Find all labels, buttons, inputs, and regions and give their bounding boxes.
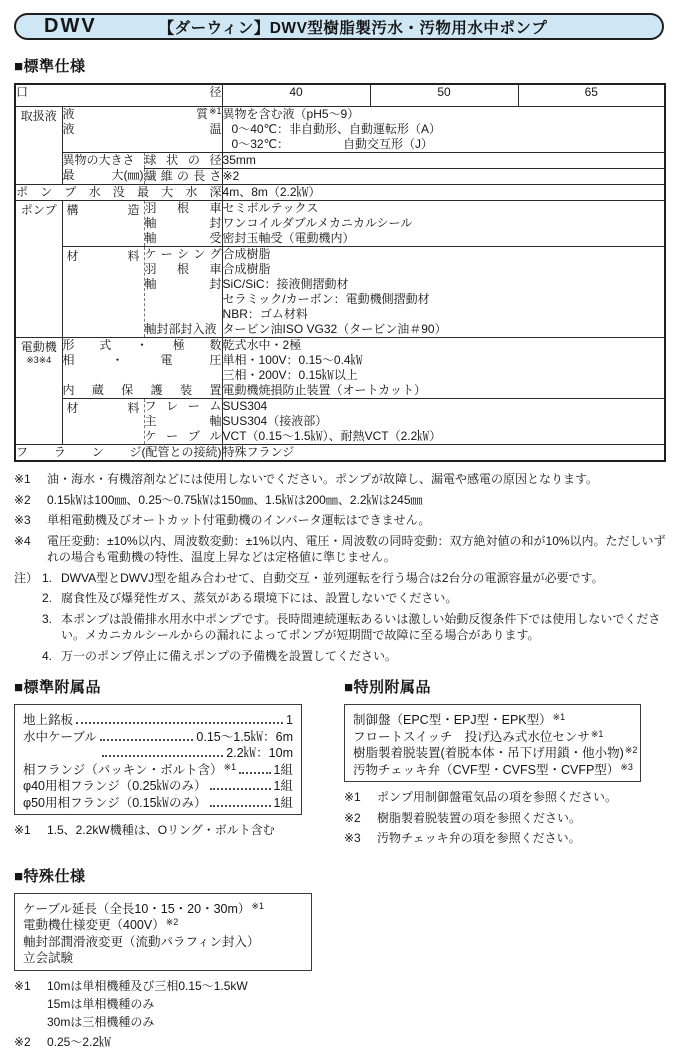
caution-notes [14,570,666,669]
label-liquid-temp: 液 温 [62,122,222,136]
section-heading-special-spec: ■特殊仕様 [14,867,86,885]
label-motor-material: 材 料 [66,401,140,415]
special-accessories-footnote: ※3 汚物チェッキ弁の項を参照ください。 [344,831,581,845]
standard-accessories-column [14,676,344,851]
motor-top-values: 乾式水中・2極 単相・100V：0.15～0.4㎾ 三相・200V：0.15㎾以上 電動機焼損防止装置（オートカット） [222,338,665,399]
diameter-col-50: 50 [370,84,518,107]
structure-values: セミボルテックス ワンコイルダブルメカニカルシール 密封玉軸受（電動機内） [222,201,665,247]
footnote: ※4 電圧変動：±10%以内、周波数変動：±1%以内、電圧・周波数の同時変動：双方絶対値の和が10%以内。ただしいずれの場合も電動機の特性、温度上昇などは定格値に準じません。 [14,533,666,564]
row-diameter [15,84,665,107]
group-pump: ポンプ [15,201,62,338]
accessory-item: 汚物チェッキ弁（CVF型・CVFS型・CVFP型） ※3 [353,761,633,777]
special-accessories-footnote: ※1 ポンプ用制御盤電気品の項を参照ください。 [344,790,618,804]
special-spec-box [14,893,312,971]
dotted-leader [76,711,283,724]
footnote: ※2 0.25～2.2㎾ [14,1034,112,1049]
section-heading-standard-accessories: ■標準附属品 [14,679,102,696]
pump-material-sublabels: ケ ー シ ン グ 羽 根 車 軸 封 軸封部封入液 [144,247,222,336]
label-fiber-length: 繊 維 の 長 さ [144,169,222,183]
section-heading-standard-spec: ■標準仕様 [14,58,86,75]
table-footnotes [14,471,666,668]
footnote: ※3 単相電動機及びオートカット付電動機のインバータ運転はできません。 [14,513,431,527]
label-foreign-size: 異物の大きさ 最 大(㎜) [62,153,144,185]
special-spec-item: ケーブル延長（全長10・15・20・30m） ※1 [23,900,264,916]
accessory-item: 地上銘板 1 [23,713,293,727]
label-max-depth: ポ ン プ 水 没 最 大 水 深 [16,185,222,199]
caution-item: 4. 万一のポンプ停止に備えポンプの予備機を設置してください。 [42,648,398,663]
row-motor-material [15,399,665,445]
accessory-item: 2.2㎾：10m [23,743,293,760]
section-heading-special-accessories: ■特別附属品 [344,679,432,696]
dotted-leader [210,777,271,790]
row-pump-structure [15,201,665,247]
special-spec-footnotes [14,978,666,1050]
footnote: ※2 0.15㎾は100㎜、0.25～0.75㎾は150㎜、1.5㎾は200㎜、2.2㎾は245㎜ [14,492,423,507]
accessory-item: φ40用相フランジ（0.25㎾のみ） 1組 [23,779,293,793]
page-title: 【ダーウィン】DWV型樹脂製汚水・汚物用水中ポンプ [158,19,548,37]
motor-material-values: SUS304 SUS304（接液部） VCT（0.15～1.5㎾）、耐熱VCT（2.2㎾） [222,399,665,445]
title-bar [14,13,664,40]
caution-marker: 注） [14,570,39,585]
structure-sublabels: 羽 根 車 軸 封 軸 受 [144,201,222,245]
special-spec-item: 立会試験 [23,951,74,965]
standard-accessories-box [14,704,302,815]
row-pump-material [15,247,665,338]
label-structure: 構 造 [66,203,140,217]
accessory-item: 制御盤（EPC型・EPJ型・EPK型） ※1 [353,712,566,727]
accessories-area [14,676,666,851]
accessory-item: 相フランジ（パッキン・ボルト含） ※1 1組 [23,761,293,777]
product-model: DWV [44,15,97,37]
label-sphere-diameter: 球 状 の 径 [144,153,222,167]
diameter-col-40: 40 [222,84,370,107]
row-max-depth [15,185,665,201]
footnote-ref-1: ※1 [208,106,222,116]
label-pump-material: 材 料 [66,249,140,263]
dotted-leader [102,744,223,757]
max-depth-value: 4m、8m（2.2㎾） [222,185,321,199]
motor-material-sublabels: フ レ ー ム 主 軸 ケ ー ブ ル [144,399,222,443]
row-liquid [15,107,665,153]
sphere-diameter-value: 35mm [222,153,256,167]
standard-accessories-footnote: ※1 1.5、2.2kW機種は、Oリング・ボルト含む [14,823,275,837]
special-accessories-box [344,704,641,782]
flange-value: 特殊フランジ [222,445,295,459]
footnote: ※1 油・海水・有機溶剤などには使用しないでください。ポンプが故障し、漏電や感電の原因となります。 [14,472,599,486]
caution-item: 2. 腐食性及び爆発性ガス、蒸気がある環境下には、設置しないでください。 [42,591,458,605]
label-flange: フ ラ ン ジ(配管との接続) [16,445,222,459]
motor-top-labels: 形 式 ・ 極 数 相 ・ 電 圧 内 蔵 保 護 装 置 [62,338,222,397]
fiber-length-value: ※2 [222,169,240,183]
dotted-leader [100,728,194,741]
caution-item: 1. DWVA型とDWVJ型を組み合わせて、自動交互・並列運転を行う場合は2台分の電源容量が必要です。 [42,570,604,585]
special-accessories-footnote: ※2 樹脂製着脱装置の項を参照ください。 [344,810,582,825]
row-flange [15,445,665,462]
group-motor: 電動機 ※3※4 [15,338,62,445]
liquid-values: 異物を含む液（pH5～9） 0～40℃：非自動形、自動運転形（A） 0～32℃： 自動交互形（J） [222,107,665,153]
footnote-ref-1: ※1 [223,761,237,772]
special-spec-item: 電動機仕様変更（400V） ※2 [23,917,179,932]
footnote: ※1 10mは単相機種及び三相0.15～1.5kW 15mは単相機種のみ 30mは三相機種のみ [14,978,248,1029]
group-handling-liquid: 取扱液 [15,107,62,185]
accessory-item: φ50用相フランジ（0.15㎾のみ） 1組 [23,795,293,810]
accessory-item: 水中ケーブル 0.15～1.5㎾：6m [23,729,293,744]
label-liquid [62,107,222,153]
row-motor-top [15,338,665,399]
accessory-item: 樹脂製着脱装置(着脱本体・吊下げ用鎖・他小物) ※2 [353,745,638,760]
special-spec-item: 軸封部潤滑液変更（流動パラフィン封入） [23,934,260,949]
caution-item: 3. 本ポンプは設備排水用水中ポンプです。長時間連続運転あるいは激しい始動反復条件下では使用しないでください。メカニカルシールからの漏れによってポンプが短期間で故障に至る場合があります。 [42,611,661,642]
row-sphere [15,153,665,169]
accessory-item: フロートスイッチ 投げ込み式水位センサ ※1 [353,728,604,744]
diameter-label: 口 径 [16,85,222,99]
dotted-leader [239,761,270,774]
diameter-col-65: 65 [518,84,665,107]
pump-material-values: 合成樹脂 合成樹脂 SiC/SiC：接液側摺動材 セラミック/カーボン：電動機側摺動材 NBR：ゴム材料 タービン油ISO VG32（タービン油＃90） [222,247,665,338]
motor-footnote-refs: ※3※4 [26,355,52,365]
dotted-leader [210,794,271,807]
label-liquid-quality: 液 質$^{※1}$ [62,106,222,121]
standard-spec-table [14,83,666,462]
special-accessories-column [344,676,666,851]
